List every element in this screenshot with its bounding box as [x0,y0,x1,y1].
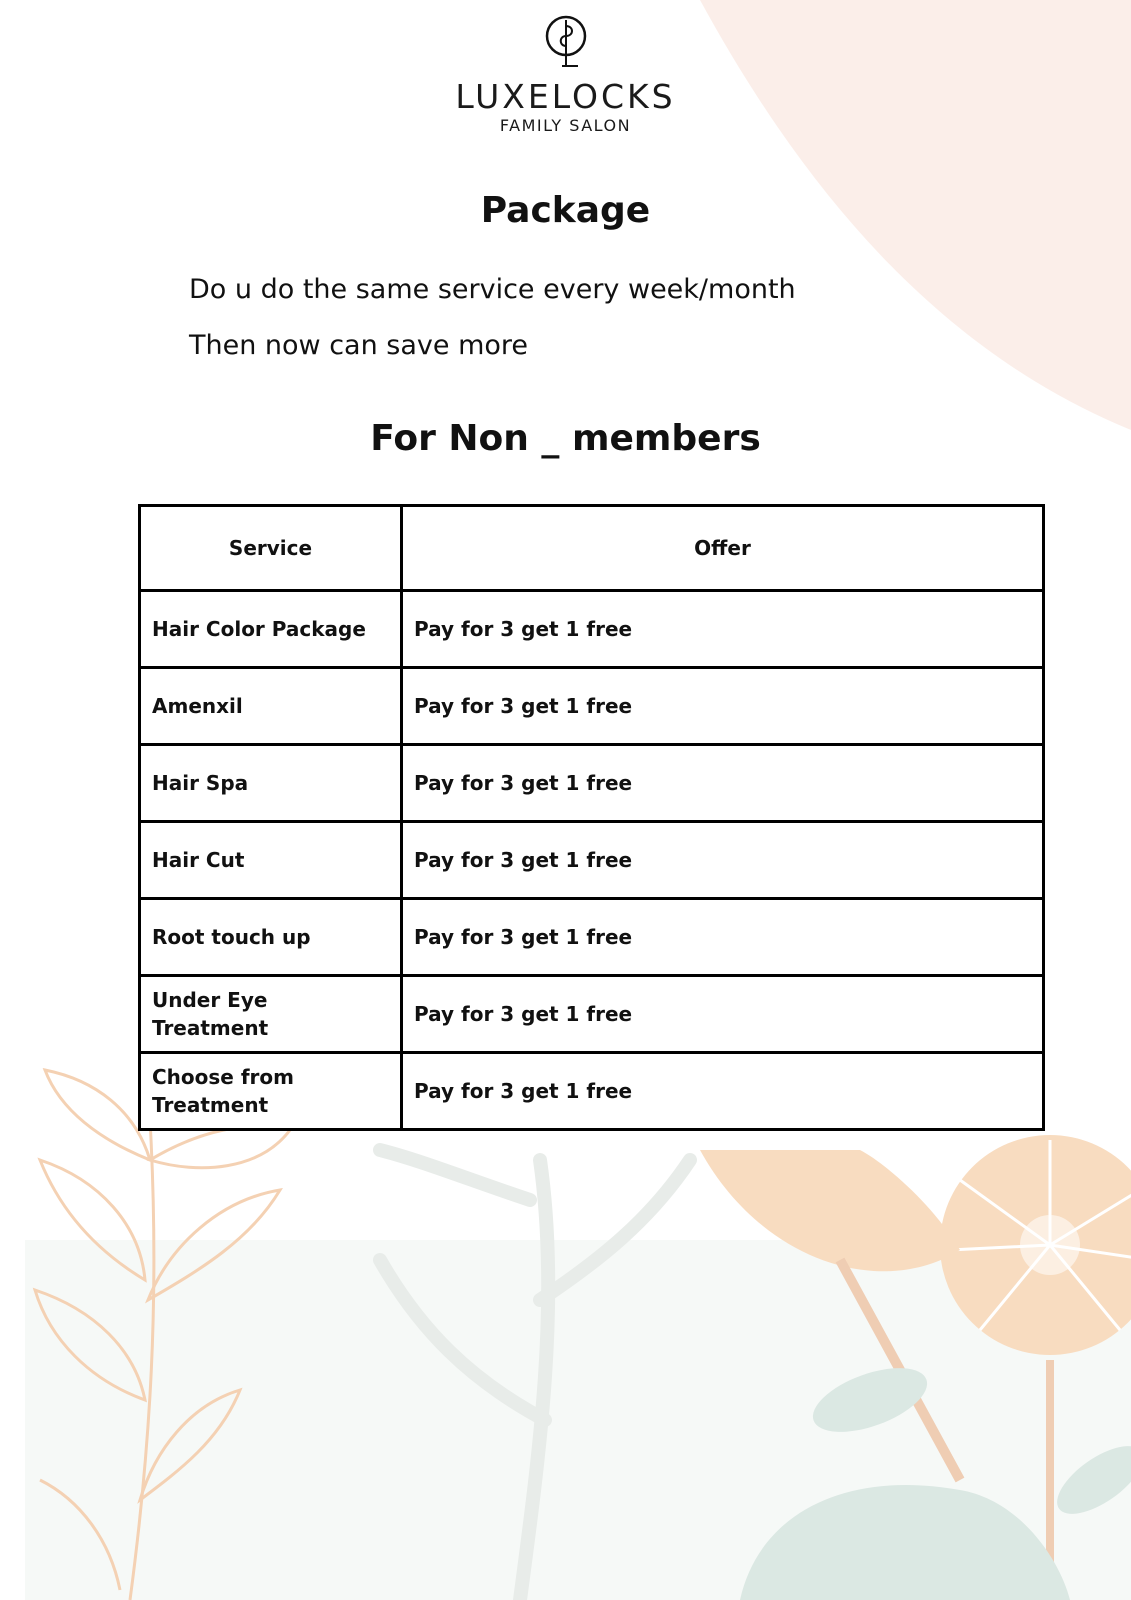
offer-cell: Pay for 3 get 1 free [402,976,1044,1053]
service-cell: Root touch up [140,899,402,976]
offer-cell: Pay for 3 get 1 free [402,591,1044,668]
service-cell: Amenxil [140,668,402,745]
table-row [140,822,1044,899]
service-cell: Hair Spa [140,745,402,822]
service-cell: Under Eye Treatment [140,976,402,1053]
brand-name: LUXELOCKS [455,77,676,116]
intro-line-2: Then now can save more [189,330,529,361]
service-cell: Hair Cut [140,822,402,899]
service-cell: Hair Color Package [140,591,402,668]
table-row [140,976,1044,1053]
table-row [140,899,1044,976]
monogram-emblem-icon [544,14,588,72]
section-subtitle: For Non _ members [370,418,761,459]
table-row [140,668,1044,745]
offer-cell: Pay for 3 get 1 free [402,1053,1044,1130]
table-header-row [140,506,1044,591]
intro-line-1: Do u do the same service every week/month [189,274,796,305]
table-row [140,591,1044,668]
header-service: Service [140,506,402,591]
offer-cell: Pay for 3 get 1 free [402,822,1044,899]
offer-cell: Pay for 3 get 1 free [402,668,1044,745]
brand-tagline: FAMILY SALON [499,116,632,135]
package-table [138,504,1045,1131]
service-cell: Choose from Treatment [140,1053,402,1130]
offer-cell: Pay for 3 get 1 free [402,745,1044,822]
header-offer: Offer [402,506,1044,591]
offer-cell: Pay for 3 get 1 free [402,899,1044,976]
table-row [140,1053,1044,1130]
table-row [140,745,1044,822]
brand-logo [0,14,1131,135]
page-title: Package [480,190,651,231]
